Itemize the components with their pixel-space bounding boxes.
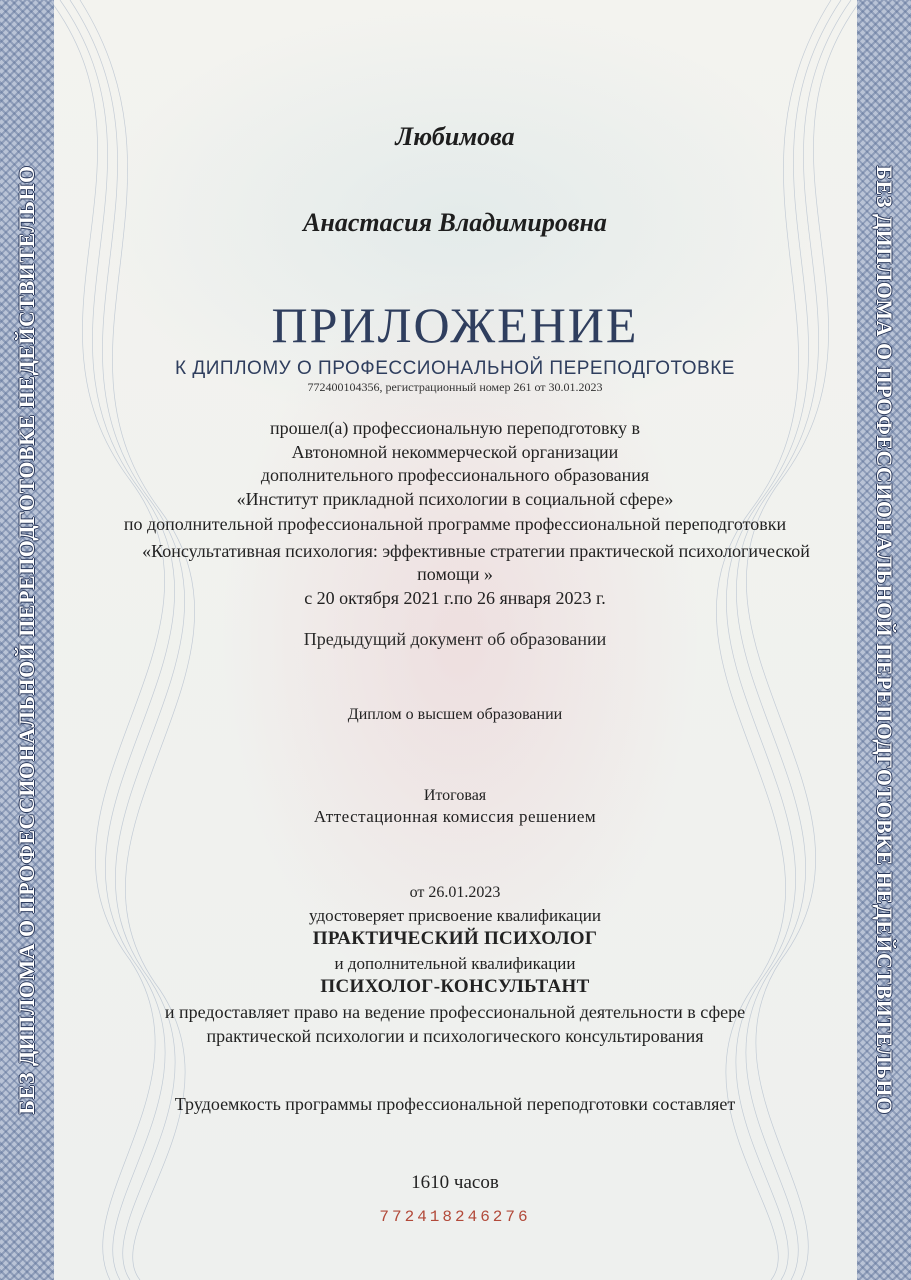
- program-name-line-2: помощи »: [417, 564, 493, 584]
- right-border-caption: БЕЗ ДИПЛОМА О ПРОФЕССИОНАЛЬНОЙ ПЕРЕПОДГОТОВКЕ НЕДЕЙСТВИТЕЛЬНО: [872, 165, 897, 1115]
- decision-date: от 26.01.2023: [409, 884, 501, 901]
- body-line-3: дополнительного профессионального образования: [260, 465, 650, 485]
- serial-number: 772418246276: [379, 1208, 531, 1226]
- document-title: ПРИЛОЖЕНИЕ: [271, 297, 639, 353]
- recipient-surname: Любимова: [395, 122, 515, 151]
- rights-line-2: практической психологии и психологического консультирования: [206, 1026, 704, 1046]
- institute-name: «Институт прикладной психологии в социальной сфере»: [236, 489, 674, 509]
- body-line-1: прошел(а) профессиональную переподготовку в: [269, 418, 641, 438]
- program-name-line-1: «Консультативная психология: эффективные стратегии практической психологической: [142, 541, 810, 561]
- attestation-line-2: Аттестационная комиссия решением: [313, 807, 597, 826]
- program-intro: по дополнительной профессиональной программе профессиональной переподготовки: [123, 514, 787, 534]
- document-subtitle: К ДИПЛОМУ О ПРОФЕССИОНАЛЬНОЙ ПЕРЕПОДГОТОВКЕ: [175, 358, 735, 379]
- workload-hours: 1610 часов: [411, 1172, 499, 1193]
- body-line-2: Автономной некоммерческой организации: [291, 442, 619, 462]
- additional-qualification-label: и дополнительной квалификации: [334, 954, 576, 973]
- registration-line: 772400104356, регистрационный номер 261 от 30.01.2023: [307, 380, 603, 394]
- qualification: ПРАКТИЧЕСКИЙ ПСИХОЛОГ: [312, 928, 598, 949]
- study-period: с 20 октября 2021 г.по 26 января 2023 г.: [304, 588, 606, 608]
- certifies-line: удостоверяет присвоение квалификации: [309, 906, 601, 925]
- previous-document-value: Диплом о высшем образовании: [347, 706, 563, 723]
- left-border-caption: БЕЗ ДИПЛОМА О ПРОФЕССИОНАЛЬНОЙ ПЕРЕПОДГОТОВКЕ НЕДЕЙСТВИТЕЛЬНО: [14, 165, 39, 1115]
- additional-qualification: ПСИХОЛОГ-КОНСУЛЬТАНТ: [320, 976, 590, 997]
- recipient-given-names: Анастасия Владимировна: [303, 208, 607, 237]
- previous-document-label: Предыдущий документ об образовании: [303, 629, 607, 649]
- rights-line-1: и предоставляет право на ведение профессиональной деятельности в сфере: [164, 1002, 746, 1022]
- attestation-line-1: Итоговая: [423, 787, 487, 804]
- workload-label: Трудоемкость программы профессиональной переподготовки составляет: [174, 1094, 736, 1114]
